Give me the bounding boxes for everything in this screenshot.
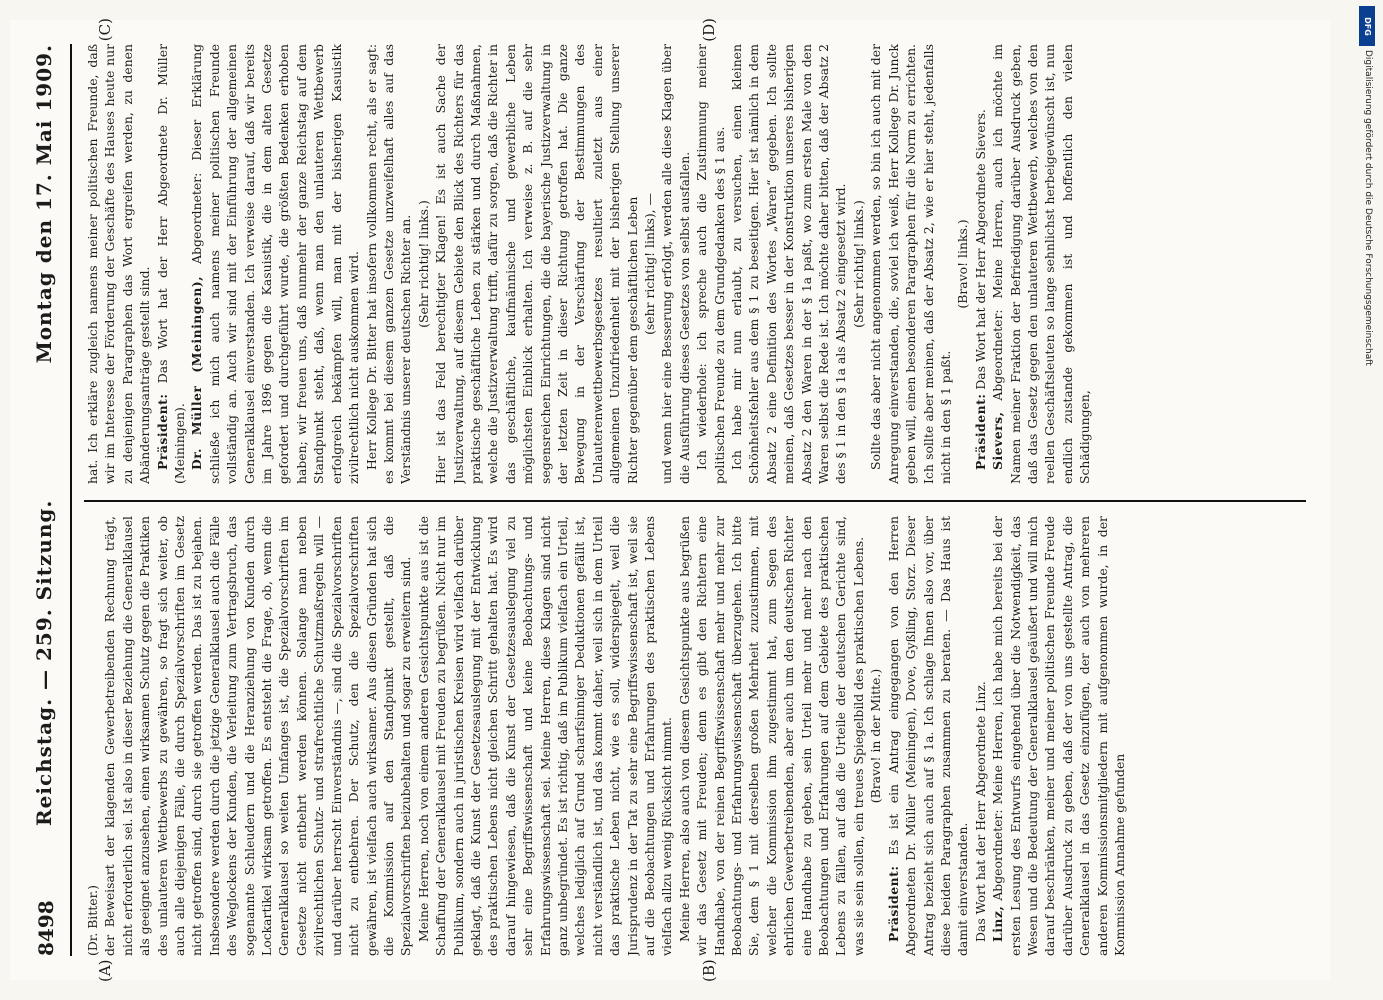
digitization-note: [1365, 50, 1381, 730]
paragraph-text: (Sehr richtig! links.): [850, 200, 866, 328]
paragraph-text: (Sehr richtig! links.): [415, 200, 431, 328]
paragraph: [188, 44, 362, 484]
paragraph-text: Das Wort hat der Herr Abgeordnete Dr. Müller (Meiningen).: [154, 44, 188, 484]
paragraph-text: Hier ist das Feld berechtigter Klagen! Es ist auch Sache der Justizverwaltung, auf diesem Gebiete den Blick des Richters für das praktische geschäftliche Leben zu stärken und durch Maßnahmen, welche die Justizverwaltung trifft, dafür zu sorgen, daß die Richter in das geschäftliche, kaufmännische und gewerbliche Leben möglichsten Einblick erhalten. Ich verweise z. B. auf die sehr segensreichen Einrichtungen, die die bayerische Justizverwaltung in der letzten Zeit in dieser Richtung getroffen hat. Die ganze Bewegung in der Verschärfung der Bestimmungen des Unlauterenwettbewerbsgesetzes resultiert zuletzt aus einer allgemeinen Unzufriedenheit mit der bisherigen Stellung unserer Richter gegenüber dem geschäftlichen Leben: [433, 44, 640, 484]
paragraph: [641, 44, 658, 484]
paragraph: [363, 44, 415, 484]
session-date: Montag den 17. Mai 1909.: [32, 44, 56, 364]
paragraph: [415, 44, 432, 484]
paragraph-text: und wenn hier eine Besserung erfolgt, werden alle diese Klagen über die Ausführung dieses Gesetzes von selbst ausfallen.: [659, 44, 692, 484]
paragraph-text: der Beweisart der klagenden Gewerbetreibenden Rechnung trägt, nicht erforderlich sei. Ist also in dieser Beziehung die Generalklausel als geeignet anzusehen, einen wirksamen Schutz gegen die Praktiken des unlauteren Wettbewerbs zu gewähren, so fragt sich weiter, ob auch alle diejenigen Fälle, die durch Spezialvorschriften im Gesetz nicht getroffen sind, durch sie getroffen werden. Das ist zu bejahen. Insbesondere werden durch die jetzige Generalklausel auch die Fälle des Weglockens der Kunden, die Verleitung zum Vertragsbruch, das sogenannte Schleudern und die Heranziehung von Kunden durch Lockartikel wirksam getroffen. Es entsteht die Frage, ob, wenn die Generalklausel so weiten Umfanges ist, die Spezialvorschriften im Gesetze nicht entbehrt werden können. Solange man neben zivilrechtlichen Schutz- und strafrechtliche Schutzmaßregeln will — und darüber herrscht Einverständnis —, sind die Spezialvorschriften nicht zu entbehren. Der Schutz, den die Spezialvorschriften gewähren, ist vielfach auch wirksamer. Aus diesen Gründen hat sich die Kommission auf den Standpunkt gestellt, daß die Spezialvorschriften beizubehalten und sogar zu erweitern sind.: [102, 516, 414, 956]
text-column-right: [84, 44, 1312, 484]
paragraph: [867, 44, 954, 484]
paragraph: [972, 516, 989, 956]
paragraph-text: Abgeordneter: Meine Herren, ich habe mich bereits bei der ersten Lesung des Entwurfs eingehend über die Notwendigkeit, das Wesen und die Bedeutung der Generalklausel geäußert und will mich darauf beschränken, meiner und meiner politischen Freunde Freude darüber Ausdruck zu geben, daß der von uns gestellte Antrag, die Generalklausel in das Gesetz einzufügen, der auch von mehreren anderen Kommissionsmitgliedern mit aufgenommen wurde, in der Kommission Annahme gefunden: [990, 516, 1127, 956]
paragraph-text: (Bravo! links.): [955, 219, 971, 309]
paragraph-text: Das Wort hat der Herr Abgeordnete Sievers.: [972, 109, 988, 394]
speaker-name: Präsident:: [885, 865, 901, 942]
page-header: [22, 44, 72, 956]
document-page: [10, 20, 1330, 980]
dfg-logo-text: DFG: [1362, 16, 1372, 36]
paragraph-text: (Dr. Bitter.): [85, 885, 100, 956]
speaker-name: Sievers,: [990, 411, 1006, 470]
paragraph-text: Herr Kollege Dr. Bitter hat insofern vollkommen recht, als er sagt: es kommt bei diesem ganzen Gesetze unzweifelhaft alles auf das Verständnis unserer deutschen Richter an.: [363, 44, 414, 484]
paragraph-text: Sollte das aber nicht angenommen werden, so bin ich auch mit der Anregung einverstanden, die, soviel ich weiß, Herr Kollege Dr. Junck geben will, einen besonderen Paragraphen für die Norm zu errichten. Ich sollte aber meinen, daß der Absatz 2, wie er hier steht, jedenfalls nicht in den § 1 paßt.: [868, 44, 953, 484]
paragraph: [84, 44, 154, 484]
margin-marker-d: (D): [700, 18, 718, 42]
paragraph: [989, 44, 1093, 484]
paragraph-text: Ich wiederhole: ich spreche auch die Zustimmung meiner politischen Freunde zu dem Grundgedanken des § 1 aus.: [694, 44, 727, 484]
margin-marker-b: (B): [700, 959, 718, 982]
paragraph: [693, 44, 728, 484]
paragraph-text: Ich habe mir nun erlaubt, zu versuchen, einen kleinen Schönheitsfehler aus dem § 1 zu beseitigen. Hier ist nämlich in dem Absatz 2 eine Definition des Wortes „Waren“ gegeben. Ich sollte meinen, daß Gesetzes besser in der Konstruktion unseres bisherigen Absatz 2 den Waren in der § 1a paßt, wo zum ersten Male von den Waren selbst die Rede ist. Ich möchte daher bitten, daß der Absatz 2 des § 1 in den § 1a als Absatz 2 eingesetzt wird.: [729, 44, 849, 484]
paragraph: [728, 44, 850, 484]
paragraph: [101, 516, 414, 956]
paragraph-text: hat. Ich erkläre zugleich namens meiner politischen Freunde, daß wir im Interesse der Förderung der Geschäfte des Hauses heute nur zu denjenigen Paragraphen das Wort ergreifen werden, zu denen Abänderungsanträge gestellt sind.: [85, 44, 153, 484]
column-divider: [84, 500, 1306, 502]
margin-marker-a: (A): [96, 959, 114, 982]
paragraph-text: Meine Herren, noch von einem anderen Gesichtspunkte aus ist die Schaffung der Generalklausel mit Freuden zu begrüßen. Nicht nur im Publikum, sondern auch in juristischen Kreisen wird vielfach darüber geklagt, daß die Kunst der Gesetzesauslegung mit der Entwicklung des praktischen Lebens nicht gleichen Schritt gehalten hat. Es wird darauf hingewiesen, daß die Kunst der Gesetzesauslegung viel zu sehr eine Begriffswissenschaft und keine Beobachtungs- und Erfahrungswissenschaft sei. Meine Herren, diese Klagen sind nicht ganz unbegründet. Es ist richtig, daß im Publikum vielfach ein Urteil, welches lediglich auf Grund scharfsinniger Deduktionen gefällt ist, nicht verständlich ist, und das kommt daher, weil sich in dem Urteil das praktische Leben nicht, wie es soll, widerspiegelt, weil die Jurisprudenz in der Tat zu sehr eine Begriffswissenschaft ist, weil sie auf die Beobachtungen und Erfahrungen des praktischen Lebens vielfach allzu wenig Rücksicht nimmt.: [415, 516, 675, 956]
text-column-left: [84, 516, 1312, 956]
paragraph: [885, 516, 972, 956]
paragraph: [989, 516, 1128, 956]
paragraph-text: (sehr richtig! links), —: [642, 193, 657, 335]
paragraph: [658, 44, 693, 484]
margin-marker-c: (C): [96, 18, 114, 42]
paragraph-text: Das Wort hat der Herr Abgeordnete Linz.: [972, 681, 988, 942]
paragraph: [676, 516, 867, 956]
paragraph: [867, 516, 884, 956]
paragraph: [850, 44, 867, 484]
paragraph-text: Meine Herren, also auch von diesem Gesichtspunkte aus begrüßen wir das Gesetz mit Freuden; denn es gibt den Richtern eine Handhabe, von der reinen Begriffswissenschaft mehr und mehr zur Beobachtungs- und Erfahrungswissenschaft überzugehen. Ich bitte Sie, dem § 1 mit derselben großen Mehrheit zuzustimmen, mit welcher die Kommission ihm zugestimmt hat, zum Segen des ehrlichen Gewerbetreibenden, aber auch um den deutschen Richter eine Handhabe zu geben, sein Urteil mehr und mehr nach den Beobachtungen und Erfahrungen auf dem Gebiete des praktischen Lebens zu fällen, auf daß die Urteile der deutschen Gerichte sind, was sie sein sollen, ein treues Spiegelbild des praktischen Lebens.: [676, 516, 866, 956]
paragraph-text: Abgeordneter: Meine Herren, auch ich möchte im Namen meiner Fraktion der Befriedigung darüber Ausdruck geben, daß das Gesetz gegen den unlauteren Wettbewerb, welches von den reellen Geschäftsleuten so lange sehnlichst herbeigewünscht ist, nun endlich zustande gekommen ist und hoffentlich den vielen Schädigungen,: [990, 44, 1093, 484]
paragraph: [84, 516, 101, 956]
session-title: Reichstag. — 259. Sitzung.: [32, 499, 56, 826]
paragraph-text: Abgeordneter: Dieser Erklärung schließe ich mich auch namens meiner politischen Freunde vollständig an. Auch wir sind mit der Einführung der allgemeinen Generalklausel einverstanden. Ich verweise darauf, daß wir bereits im Jahre 1896 gegen die Kasuistik, die in dem alten Gesetze gefordert und durchgeführt wurde, die größten Bedenken erhoben haben; wir freuen uns, daß nunmehr der ganze Reichstag auf dem Standpunkt steht, daß, wenn man den unlauteren Wettbewerb erfolgreich bekämpfen will, man mit der bisherigen Kasuistik zivilrechtlich nicht auskommen wird.: [189, 44, 362, 484]
paragraph-text: Es ist ein Antrag eingegangen von den Herren Abgeordneten Dr. Müller (Meiningen), Dove, Gyßling, Storz. Dieser Antrag bezieht sich auch auf § 1a. Ich schlage Ihnen also vor, über diese beiden Paragraphen zusammen zu beraten. — Das Haus ist damit einverstanden.: [885, 516, 971, 956]
paragraph: [432, 44, 641, 484]
paragraph: [954, 44, 971, 484]
page-number: 8498: [34, 900, 58, 956]
speaker-name: Linz,: [990, 905, 1006, 942]
dfg-logo: [1359, 6, 1375, 46]
paragraph-text: (Bravo! in der Mitte.): [868, 668, 884, 804]
speaker-name: Dr. Müller (Meiningen),: [189, 275, 205, 470]
paragraph: [415, 516, 676, 956]
speaker-name: Präsident:: [154, 393, 170, 470]
speaker-name: Präsident:: [972, 393, 988, 470]
digitization-note-text: Digitalisierung gefördert durch die Deutsche Forschungsgemeinschaft: [1363, 50, 1373, 366]
paragraph: [154, 44, 189, 484]
paragraph: [972, 44, 989, 484]
